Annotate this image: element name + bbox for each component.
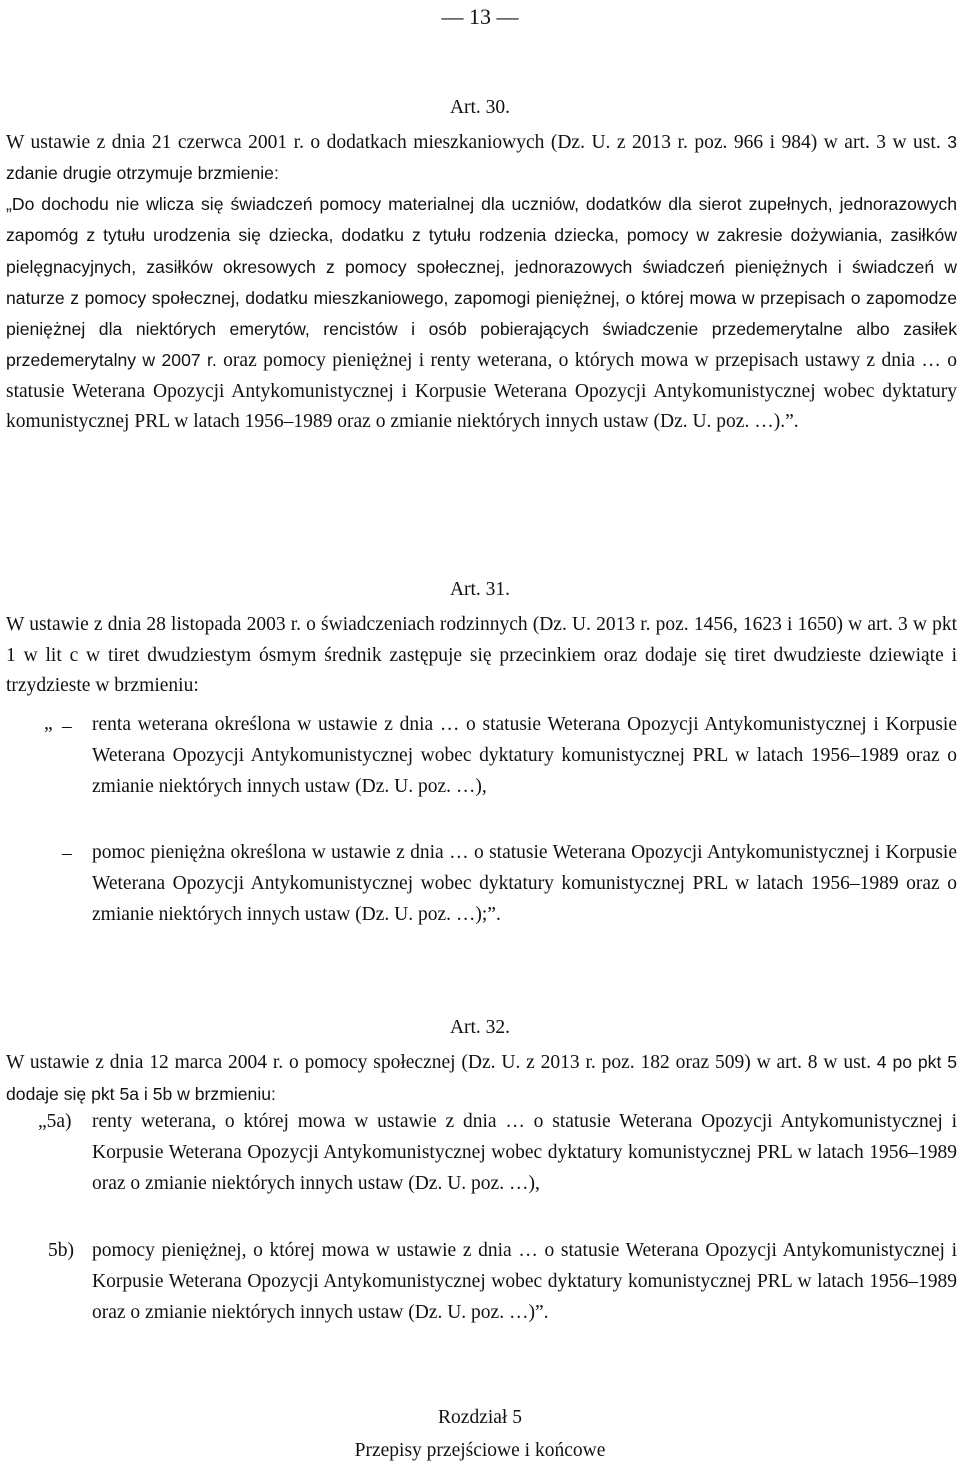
art-32-point-5a-label: „5a)	[38, 1111, 72, 1132]
art-31-dash-2: –	[62, 843, 72, 864]
art-30-intro-serif: W ustawie z dnia 21 czerwca 2001 r. o dodatkach mieszkaniowych (Dz. U. z 2013 r. poz. 966 i 984) w art. 3 w ust.	[6, 132, 941, 153]
art-30-intro	[6, 127, 957, 190]
art-30-quote-sans: „Do dochodu nie wlicza się świadczeń pomocy materialnej dla uczniów, dodatków dla sierot zupełnych, jednorazowych zapomóg z tytułu urodzenia się dziecka, dodatku z tytułu rodzenia dziecka, pomocy w zakresie dożywiania, zasiłków pielęgnacyjnych, zasiłków okresowych z pomocy społecznej, jednorazowych świadczeń pieniężnych i świadczeń w naturze z pomocy społecznej, dodatku mieszkaniowego, zapomogi pieniężnej, o której mowa w przepisach o zapomodze pieniężnej dla niektórych emerytów, rencistów i osób pobierających świadczenie przedemerytalne albo zasiłek przedemerytalny w 2007 r.	[6, 194, 957, 371]
art-31-dash-1: –	[62, 716, 72, 737]
page-number: — 13 —	[441, 4, 519, 29]
art-32-intro-serif: W ustawie z dnia 12 marca 2004 r. o pomocy społecznej (Dz. U. z 2013 r. poz. 182 oraz 509) w art. 8 w ust.	[6, 1052, 871, 1073]
art-31-item-2: pomoc pieniężna określona w ustawie z dnia … o statusie Weterana Opozycji Antykomunistycznej i Korpusie Weterana Opozycji Antykomunistycznej wobec dyktatury komunistycznej PRL w latach 1956–1989 oraz o zmianie niektórych innych ustaw (Dz. U. poz. …);”.	[92, 842, 957, 925]
art-31-open-quote: „	[44, 713, 53, 734]
art-30-quote	[6, 189, 957, 437]
art-31-intro: W ustawie z dnia 28 listopada 2003 r. o świadczeniach rodzinnych (Dz. U. 2013 r. poz. 1456, 1623 i 1650) w art. 3 w pkt 1 w lit c w tiret dwudziestym ósmym średnik zastępuje się przecinkiem oraz dodaje się tiret dwudzieste dziewiąte i trzydzieste w brzmieniu:	[6, 614, 957, 696]
art-32-heading: Art. 32.	[449, 1017, 511, 1038]
art-30-heading: Art. 30.	[449, 97, 511, 118]
art-30-intro-sans: 3 zdanie drugie otrzymuje brzmienie:	[6, 132, 957, 184]
art-32-point-5b: pomocy pieniężnej, o której mowa w ustawie z dnia … o statusie Weterana Opozycji Antykomunistycznej i Korpusie Weterana Opozycji Antykomunistycznej wobec dyktatury komunistycznej PRL w latach 1956–1989 oraz o zmianie niektórych innych ustaw (Dz. U. poz. …)”.	[92, 1240, 957, 1323]
art-30-quote-serif: oraz pomocy pieniężnej i renty weterana, o których mowa w przepisach ustawy z dnia … o statusie Weterana Opozycji Antykomunistycznej i Korpusie Weterana Opozycji Antykomunistycznej wobec dyktatury komunistycznej PRL w latach 1956–1989 oraz o zmianie niektórych innych ustaw (Dz. U. poz. …).”.	[6, 350, 957, 433]
chapter-title: Przepisy przejściowe i końcowe	[354, 1440, 606, 1461]
art-32-point-5b-label: 5b)	[48, 1240, 74, 1261]
art-32-intro-sans: 4 po pkt 5 dodaje się pkt 5a i 5b w brzmieniu:	[6, 1052, 957, 1104]
chapter-number: Rozdział 5	[438, 1407, 522, 1428]
art-32-intro	[6, 1047, 957, 1110]
art-32-point-5a: renty weterana, o której mowa w ustawie z dnia … o statusie Weterana Opozycji Antykomunistycznej i Korpusie Weterana Opozycji Antykomunistycznej wobec dyktatury komunistycznej PRL w latach 1956–1989 oraz o zmianie niektórych innych ustaw (Dz. U. poz. …),	[92, 1111, 957, 1194]
art-31-heading: Art. 31.	[449, 579, 511, 600]
art-31-item-1: renta weterana określona w ustawie z dnia … o statusie Weterana Opozycji Antykomunistycznej i Korpusie Weterana Opozycji Antykomunistycznej wobec dyktatury komunistycznej PRL w latach 1956–1989 oraz o zmianie niektórych innych ustaw (Dz. U. poz. …),	[92, 714, 957, 797]
